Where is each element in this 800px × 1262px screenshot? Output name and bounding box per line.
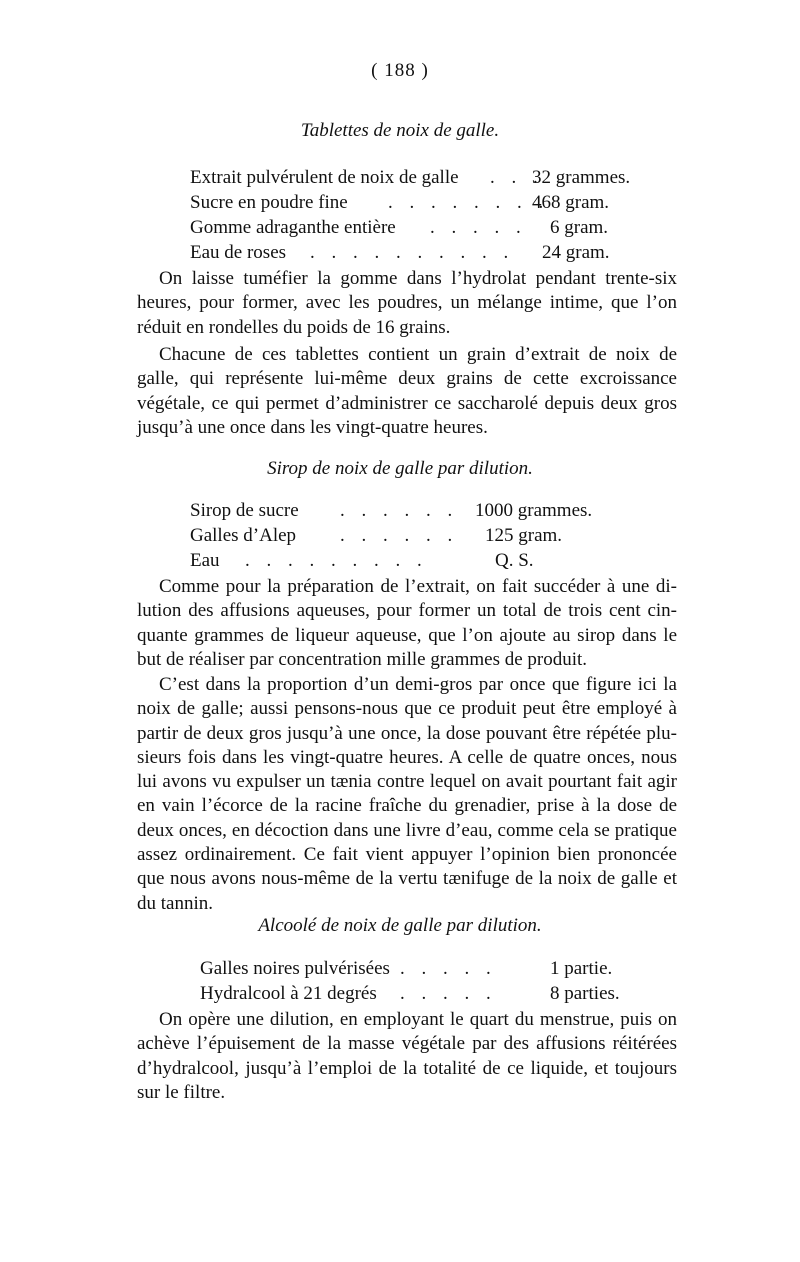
leader-dots: . . . . . . — [340, 500, 459, 521]
ingredient-name: Extrait pulvérulent de noix de galle — [190, 167, 459, 188]
ingredient-name: Eau de roses — [190, 242, 287, 263]
leader-dots: . . . . . — [400, 983, 497, 1004]
leader-dots: . . . — [490, 167, 544, 188]
ingredient-quantity: 1000 grammes. — [475, 500, 593, 521]
paragraph: On laisse tuméfier la gomme dans l’hydrolat pendant trente-six heures, pour former, avec les poudres, un mélange intime, que l’on réduit en rondelles du poids de 16 grains. — [137, 268, 677, 338]
ingredient-quantity: 125 gram. — [485, 525, 563, 546]
ingredient-quantity: Q. S. — [495, 550, 534, 571]
ingredient-quantity: 24 gram. — [542, 242, 610, 263]
ingredient-name: Hydralcool à 21 degrés — [200, 983, 377, 1004]
ingredient-quantity: 8 parties. — [550, 983, 620, 1004]
section-title: Alcoolé de noix de galle par dilution. — [258, 915, 542, 936]
paragraph: On opère une dilution, en employant le quart du menstrue, puis on achève l’épuisement de la masse végétale par des affusions réitérées d’hydralcool, jusqu’à l’emploi de la totalité de ce liquide, et toujours sur le filtre. — [137, 1009, 677, 1103]
ingredient-quantity: 32 grammes. — [532, 167, 631, 188]
paragraph: Comme pour la préparation de l’extrait, on fait succéder à une dilution des affusions aqueuses, pour former un total de trois cent cinquante grammes de liqueur aqueuse, que l’on ajoute au sirop dans le but de réaliser par concentration mille grammes de produit. — [137, 576, 677, 670]
leader-dots: . . . . . . — [340, 525, 459, 546]
page-number: ( 188 ) — [371, 60, 429, 81]
ingredient-name: Sirop de sucre — [190, 500, 299, 521]
section-title: Tablettes de noix de galle. — [300, 120, 500, 141]
ingredient-name: Galles noires pulvérisées — [200, 958, 390, 979]
paragraph: Chacune de ces tablettes contient un grain d’extrait de noix de galle, qui représente lui-même deux grains de cette excroissance végétale, ce qui permet d’administrer ce saccharolé depuis deux gros jusqu’à une once dans les vingt-quatre heures. — [137, 344, 677, 438]
ingredient-name: Eau — [190, 550, 220, 571]
leader-dots: . . . . . . . . — [388, 192, 550, 213]
leader-dots: . . . . . — [400, 958, 497, 979]
ingredient-name: Galles d’Alep — [190, 525, 297, 546]
ingredient-quantity: 468 gram. — [532, 192, 610, 213]
leader-dots: . . . . . . . . . — [245, 550, 428, 571]
leader-dots: . . . . . . . . . . — [310, 242, 515, 263]
paragraph: C’est dans la proportion d’un demi-gros par once que figure ici la noix de galle; aussi pensons-nous que ce produit peut être employé à partir de deux gros jusqu’à une once, la dose pouvant être répétée plusieurs fois dans les vingt-quatre heures. A celle de quatre onces, nous lui avons vu expulser un tænia contre lequel on avait pourtant fait agir en vain l’écorce de la racine fraîche du grenadier, prise à la dose de deux onces, en décoction dans une livre d’eau, comme cela se pratique assez ordinairement. Ce fait vient appuyer l’opinion bien prononcée que nous avons nous-même de la vertu tænifuge de la noix de galle et du tannin. — [137, 674, 677, 914]
ingredient-name: Gomme adraganthe entière — [190, 217, 396, 238]
ingredient-name: Sucre en poudre fine — [190, 192, 348, 213]
ingredient-quantity: 1 partie. — [550, 958, 613, 979]
leader-dots: . . . . . — [430, 217, 527, 238]
ingredient-quantity: 6 gram. — [550, 217, 609, 238]
section-title: Sirop de noix de galle par dilution. — [267, 458, 533, 479]
